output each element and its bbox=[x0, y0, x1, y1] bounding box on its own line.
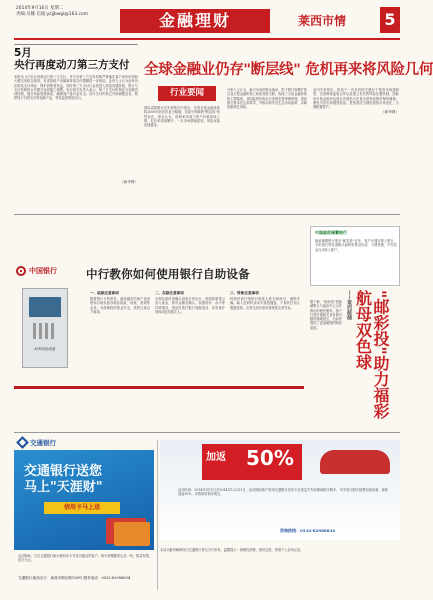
main-news-source: （新华网） bbox=[381, 110, 399, 115]
psbc-box-text: 邮政储蓄银行推出"邮彩投"业务，客户可通过网上银行、手机银行等渠道购买福利彩票双色球，方便快捷，中奖奖金自动转入账户。 bbox=[315, 239, 397, 252]
boc-logo bbox=[16, 266, 57, 276]
boc-title: 中行教你如何使用银行自助设备 bbox=[86, 267, 250, 281]
bocom-car-text: 活动时间：2014年9月1日至2014年12月31日，活动期间客户使用交通银行信用卡在指定汽车经销商刷卡购车，可享受分期手续费加返优惠，最高加返50%，详情请咨询各网点。 bbox=[178, 488, 388, 497]
article-source: （新华网） bbox=[120, 180, 138, 184]
editor-line: 责编:吴娜 信箱:yzjjbwgl@163.com bbox=[16, 12, 88, 17]
section-title: 莱西市情 bbox=[298, 14, 347, 28]
boc-col1 bbox=[90, 290, 150, 370]
lottery-vertical-title: "邮彩投"助力福彩航母双色球 bbox=[353, 290, 390, 419]
psbc-logo: 中国邮政储蓄银行 bbox=[315, 230, 347, 235]
page-header bbox=[0, 0, 405, 40]
boc-name: 中国银行 bbox=[29, 267, 57, 275]
masthead-title: 金融理财 bbox=[120, 9, 270, 33]
boc-sub2: 二、存款注意事项 bbox=[155, 291, 184, 295]
atm-screen-icon bbox=[29, 297, 61, 317]
bocom-hero-line2: 马上"天涯财" bbox=[24, 480, 103, 495]
boc-text2: 办理存款时请确认设备正常运行，按照屏幕提示放入现金，核对金额后确认。如遇吞钞、吞卡等异常情况，请及时拨打银行客服电话，切勿离开现场或轻信陌生人。 bbox=[155, 297, 225, 314]
bocom-logo bbox=[18, 438, 56, 447]
main-news-col1: 国际清算银行在年度报告中指出，尽管全球金融体系较2008年危机时更为稳健，但部分领域的"断层线"依然存在。报告认为，低利率环境下资产价格持续上涨，杠杆率再度攀升，一旦市场情绪逆转，风险可能迅速蔓延。 bbox=[144, 106, 220, 128]
page-number: 5 bbox=[380, 7, 400, 33]
ad-divider bbox=[157, 440, 158, 590]
boc-sub1: 一、取款注意事项 bbox=[90, 291, 119, 295]
boc-sub3: 三、转账注意事项 bbox=[230, 291, 259, 295]
article-title-line2: 央行再度动刀第三方支付 bbox=[14, 59, 130, 71]
psbc-box bbox=[310, 226, 400, 286]
section-tag: 行业要闻 bbox=[158, 86, 216, 101]
credit-card-icon-2 bbox=[114, 522, 150, 546]
main-news-col3-wrap bbox=[313, 88, 399, 206]
bocom-badge: 信用卡马上送 bbox=[44, 502, 120, 514]
bocom-car-hero bbox=[202, 444, 302, 480]
article-title bbox=[14, 47, 138, 71]
section-divider-2 bbox=[14, 432, 400, 433]
bocom-car-bottom-text: 本活动最终解释权归交通银行青岛分行所有。温馨提示：请理性消费，按时还款，珍惜个人信用记录。 bbox=[160, 548, 304, 552]
bocom-hero-line1: 交通银行送您 bbox=[24, 464, 103, 479]
article-body: 本报讯 5月央行再度动刀第三方支付，责令各第三方支付机构严格落实客户身份识别和大额交易报告制度，对虚拟账户余额和单笔支付限额进一步规范。业内人士认为此举旨在防范支付风险、保护消费者权益，同时第三方支付行业将进入规范发展阶段，银行与支付机构的合作模式也将随之调整。央行相关负责人表示，第三方支付机构应当加强内部控制，健全风险管理体系，确保客户备付金安全。部分支付机构已开始调整业务，暂停线下扫码支付等创新产品，等待监管细则出台。 bbox=[14, 75, 138, 101]
boc-col2 bbox=[155, 290, 225, 370]
bocom-address: 交通银行莱西支行：莱西市烟台路156号 服务电话：0532-82988834 bbox=[18, 576, 131, 580]
header-rule bbox=[14, 38, 400, 40]
article-title-line1: 5月 bbox=[14, 47, 32, 59]
bocom-hero bbox=[14, 450, 154, 550]
main-headline: 全球金融业仍存"断层线" 危机再来将风险几何 bbox=[144, 62, 433, 78]
boc-ad-bottom-rule bbox=[14, 386, 304, 389]
bocom-name: 交通银行 bbox=[30, 439, 56, 447]
atm-illustration bbox=[22, 288, 68, 368]
lottery-vertical-sub: ——莱西邮储 bbox=[346, 290, 352, 320]
bocom-car-hero-small: 加返 bbox=[206, 452, 226, 463]
bocom-logo-icon bbox=[16, 436, 29, 449]
date-line: 2014年9月16日 星期二 bbox=[16, 6, 64, 11]
boc-text1: 随着银行卡的普及，越来越多的客户选择使用自助设备办理存取款、转账、查询等业务。为保障您的资金安全，请您注意以下事项。 bbox=[90, 297, 150, 314]
article-top-rule bbox=[14, 44, 138, 45]
issue-date bbox=[16, 6, 88, 18]
boc-col3 bbox=[230, 290, 300, 370]
car-icon bbox=[320, 450, 390, 474]
atm-keypad-icon bbox=[33, 323, 57, 339]
atm-label: ATM自助设备 bbox=[34, 347, 56, 351]
bocom-hotline: 咨询热线：0532-82988834 bbox=[280, 528, 336, 533]
main-news-col2: 分析人士认为，新兴市场的资本流动、影子银行规模扩张以及大型金融机构之间的高度关联，构成了当前金融体系的主要隐患。各国监管机构正在加强宏观审慎管理，提高银行资本充足率要求，并推动场外衍生品市场改革，以降低系统性风险。 bbox=[227, 88, 307, 110]
bocom-car-ad bbox=[160, 440, 400, 540]
lottery-col-text: 据了解，"邮彩投"是邮储银行与福彩中心合作推出的便民服务，客户只需开通相关业务即可随时随地投注，为彩民提供了更加便捷的购彩渠道。 bbox=[310, 300, 342, 330]
main-news-col3: 业内专家指出，防范下一次危机的关键在于提高市场透明度、完善跨境监管合作以及建立有效的风险处置机制。国际货币基金组织也建议各国央行在退出宽松政策时保持谨慎，避免引发市场剧烈波动。投资者应当理性看待市场变化，合理配置资产。 bbox=[313, 88, 399, 110]
bocom-car-hero-big: 50% bbox=[246, 446, 294, 470]
boc-text3: 转账时请仔细核对收款人姓名和账号，谨防诈骗。输入密码时请用手遮挡键盘，不要向任何人透露密码。交易完成后请妥善保管交易凭条。 bbox=[230, 297, 300, 310]
section-divider bbox=[14, 214, 400, 215]
bocom-body: 活动期间，凡在交通银行新办理信用卡并成功激活的客户，即可获赠精美礼品一份，数量有限，送完为止。 bbox=[18, 554, 152, 563]
boc-logo-icon bbox=[16, 266, 26, 276]
bocom-hero-text bbox=[24, 464, 103, 496]
article-payment bbox=[14, 44, 138, 185]
